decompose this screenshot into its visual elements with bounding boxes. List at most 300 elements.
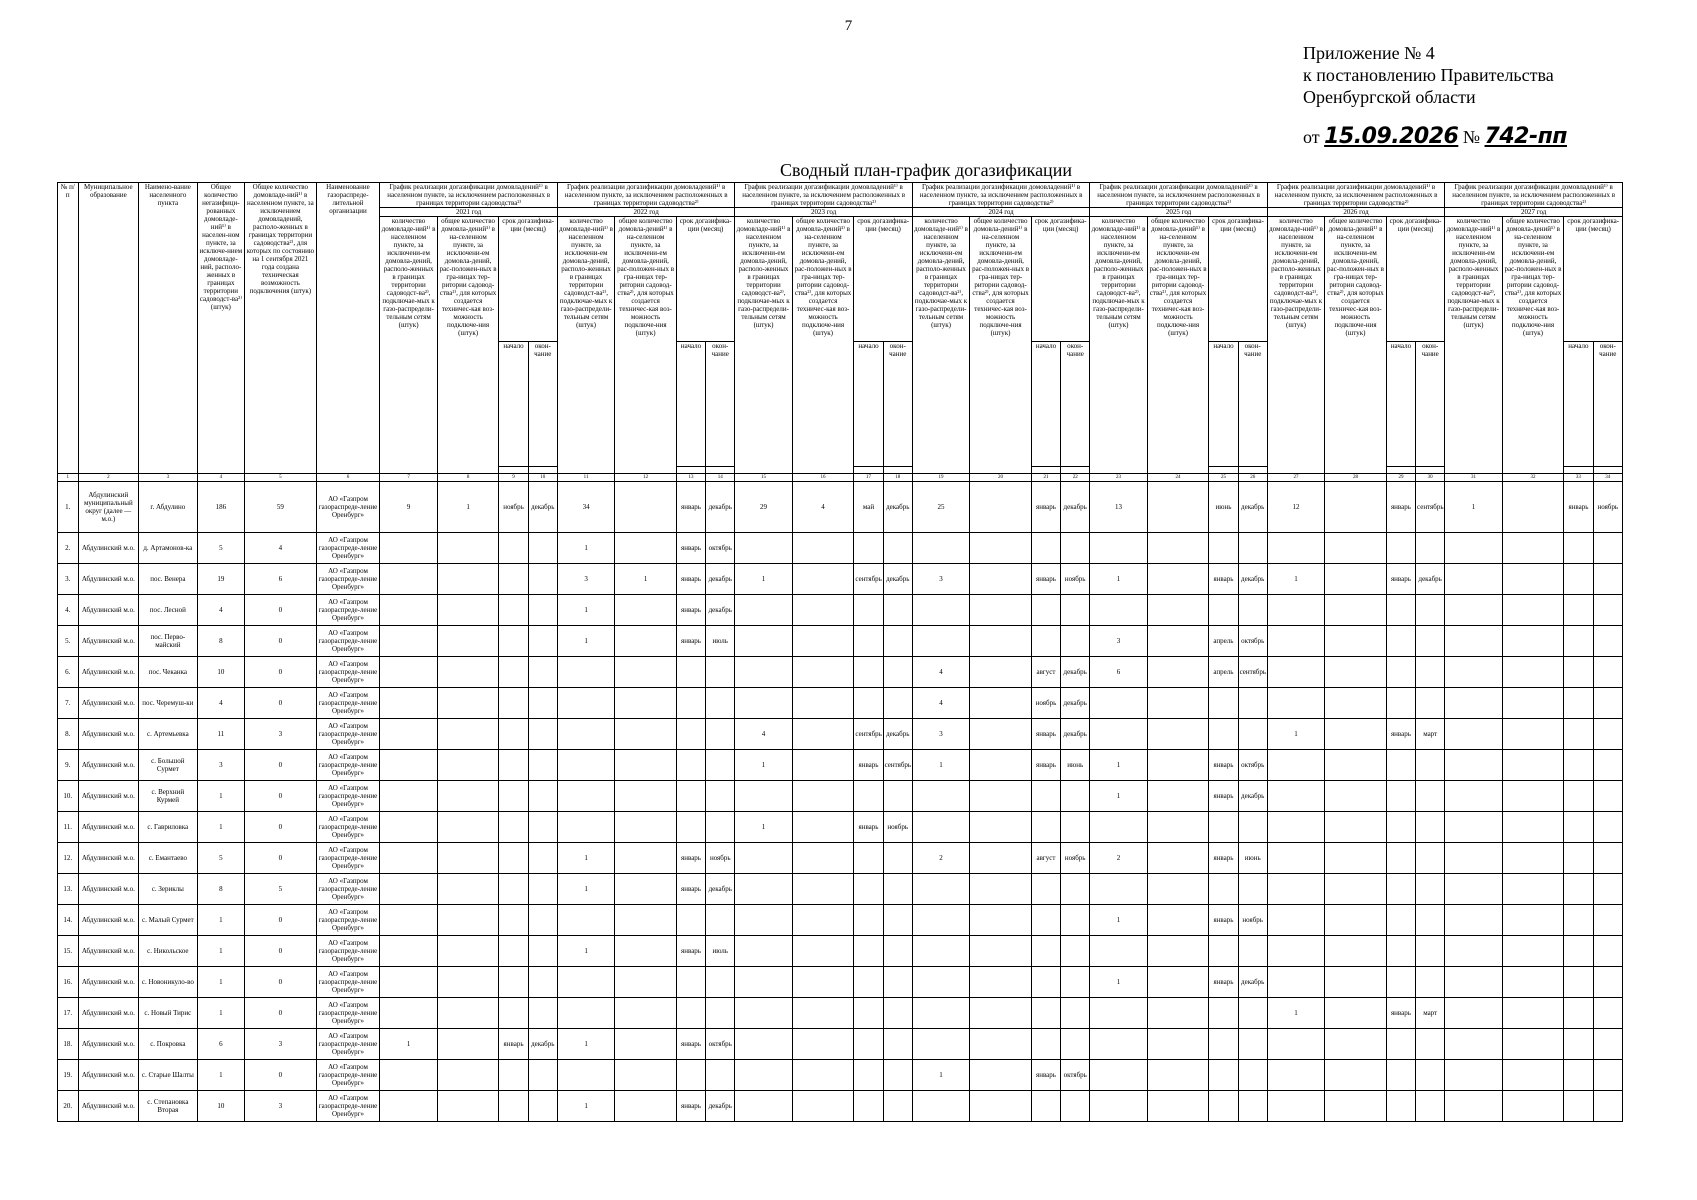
year-total [970,482,1032,533]
year-total [615,781,677,812]
households-with-capability: 0 [245,936,316,967]
year-total [437,657,499,688]
term-start: январь [1209,967,1238,998]
column-number: 18 [883,474,912,482]
header-year-2022: 2022 год [557,208,734,217]
year-total [792,843,854,874]
term-end: сентябрь [1238,657,1267,688]
term-end [1593,998,1622,1029]
year-count [380,1091,437,1122]
year-count [557,905,614,936]
table-row [58,998,1623,1029]
settlement-name: с. Новый Тирис [139,998,197,1029]
header-total-households: общее количество домовла-дений¹⁾ в на-селенном пункте, за исключени-ем домовла-дений, рас-положен-ных в гра-ницах тер-ритории садовод-ства²⁾, для которых создается техничес-кая воз-можность подключе-ния (штук) [1325,217,1387,474]
column-number: 1 [58,474,79,482]
term-start [1564,1060,1593,1091]
term-start [1564,967,1593,998]
table-row [58,781,1623,812]
term-end: декабрь [883,719,912,750]
term-start [499,781,528,812]
header-group-2024: График реализации догазификации домовладений¹⁾ в населенном пункте, за исключением расположенных в границах территории садоводства²⁾ [912,183,1089,208]
year-total [792,1060,854,1091]
municipality: Абдулинский м.о. [78,719,139,750]
term-start: январь [676,626,705,657]
table-row [58,1060,1623,1091]
year-total [1502,482,1564,533]
term-end [1416,750,1445,781]
term-end [1061,812,1090,843]
header-count-households: количество домовладе-ний¹⁾ в населенном пункте, за исключени-ем домовла-дений, располо-женных в границах территории садоводст-ва²⁾, подключае-мых к газо-распредели-тельным сетям (штук) [380,217,437,474]
term-start: август [1031,843,1060,874]
year-total [1147,533,1209,564]
term-start: январь [499,1029,528,1060]
settlement-name: с. Новоникуло-во [139,967,197,998]
term-end [1416,874,1445,905]
term-start: январь [1031,564,1060,595]
row-number: 2. [58,533,79,564]
year-count: 1 [912,1060,969,1091]
ungasified-households: 5 [197,843,245,874]
year-count [1445,719,1502,750]
year-count [1445,967,1502,998]
year-total [1147,1060,1209,1091]
settlement-name: пос. Лесной [139,595,197,626]
table-row [58,719,1623,750]
term-start [1031,874,1060,905]
households-with-capability: 0 [245,595,316,626]
column-number: 21 [1031,474,1060,482]
row-number: 17. [58,998,79,1029]
term-start [854,1091,883,1122]
year-total [1147,626,1209,657]
table-row [58,564,1623,595]
column-number: 14 [706,474,735,482]
year-count [380,533,437,564]
gas-distribution-organization: АО «Газпром газораспреде-ление Оренбург» [316,482,380,533]
document-title: Сводный план-график догазификации [780,160,1072,180]
term-end [1416,781,1445,812]
households-with-capability: 0 [245,688,316,719]
year-total [1325,533,1387,564]
term-end [1061,781,1090,812]
term-start: январь [1209,564,1238,595]
term-start [1564,688,1593,719]
term-end [1416,1091,1445,1122]
header-year-2026: 2026 год [1267,208,1444,217]
term-start [1386,595,1415,626]
ungasified-households: 186 [197,482,245,533]
term-start [676,905,705,936]
year-count [735,967,792,998]
year-total [1502,719,1564,750]
year-count: 1 [380,1029,437,1060]
households-with-capability: 0 [245,781,316,812]
column-number: 23 [1090,474,1147,482]
year-count: 1 [1090,781,1147,812]
header-spacer [1238,466,1267,473]
year-total [792,905,854,936]
term-end [883,533,912,564]
year-total [437,967,499,998]
column-number: 16 [792,474,854,482]
header-year-2027: 2027 год [1445,208,1623,217]
column-number: 7 [380,474,437,482]
year-total [1502,626,1564,657]
year-total [970,967,1032,998]
term-end: декабрь [706,874,735,905]
year-total [792,781,854,812]
year-count [380,998,437,1029]
term-end [1416,936,1445,967]
year-count [1267,1060,1324,1091]
year-total [615,812,677,843]
year-count [380,812,437,843]
term-end: декабрь [706,482,735,533]
term-end [1593,719,1622,750]
term-end: декабрь [1061,482,1090,533]
term-start: январь [676,843,705,874]
settlement-name: с. Степановка Вторая [139,1091,197,1122]
year-total [1147,998,1209,1029]
ungasified-households: 19 [197,564,245,595]
year-total [1502,564,1564,595]
year-total: 1 [437,482,499,533]
decree-number: 742-пп [1484,124,1567,149]
term-start: январь [676,482,705,533]
header-term-end: окон-чание [1593,341,1622,466]
column-number: 20 [970,474,1032,482]
term-start [854,626,883,657]
term-start [1209,874,1238,905]
term-start: сентябрь [854,719,883,750]
table-row [58,1091,1623,1122]
header-column-5: Общее количество домовладе-ний¹⁾ в населенном пункте, за исключением домовладений, располо-женных в границах территории садоводства²⁾, для которых по состоянию на 1 сентября 2021 года создана техническая возможность подключения (штук) [245,183,316,474]
term-start [676,812,705,843]
gas-distribution-organization: АО «Газпром газораспреде-ление Оренбург» [316,688,380,719]
term-start [1386,533,1415,564]
term-start [676,688,705,719]
year-count: 4 [735,719,792,750]
ungasified-households: 8 [197,874,245,905]
year-count: 1 [1090,564,1147,595]
year-total [1325,936,1387,967]
term-end [1593,905,1622,936]
term-end: ноябрь [883,812,912,843]
column-number: 32 [1502,474,1564,482]
term-end [1593,1060,1622,1091]
year-count [557,688,614,719]
year-total [1325,482,1387,533]
row-number: 18. [58,1029,79,1060]
year-count [557,657,614,688]
header-term-start: начало [1386,341,1415,466]
year-count [1445,936,1502,967]
term-end [528,843,557,874]
term-end: декабрь [528,482,557,533]
term-end [883,843,912,874]
row-number: 16. [58,967,79,998]
row-number: 9. [58,750,79,781]
year-total [792,688,854,719]
term-start: январь [1386,564,1415,595]
ungasified-households: 11 [197,719,245,750]
gas-distribution-organization: АО «Газпром газораспреде-ление Оренбург» [316,843,380,874]
term-end: июнь [1061,750,1090,781]
header-spacer [706,466,735,473]
year-total [615,482,677,533]
year-count [1445,1091,1502,1122]
term-end: декабрь [1238,564,1267,595]
year-count: 1 [557,595,614,626]
term-end [883,967,912,998]
header-group-2027: График реализации догазификации домовладений¹⁾ в населенном пункте, за исключением расположенных в границах территории садоводства²⁾ [1445,183,1623,208]
term-start [1386,688,1415,719]
table-row [58,657,1623,688]
term-start: май [854,482,883,533]
column-number: 2 [78,474,139,482]
year-count [912,936,969,967]
municipality: Абдулинский м.о. [78,967,139,998]
year-total [1325,998,1387,1029]
year-total [1325,595,1387,626]
year-total [792,874,854,905]
year-count: 1 [912,750,969,781]
term-end [1416,657,1445,688]
households-with-capability: 0 [245,967,316,998]
year-total [970,843,1032,874]
term-start: январь [1386,482,1415,533]
term-start [1564,874,1593,905]
year-total [1325,1029,1387,1060]
table-row [58,936,1623,967]
year-total [437,1029,499,1060]
term-start [1386,874,1415,905]
table-row [58,905,1623,936]
row-number: 13. [58,874,79,905]
municipality: Абдулинский м.о. [78,564,139,595]
year-count [380,688,437,719]
year-total [1325,719,1387,750]
term-end: март [1416,719,1445,750]
term-start [676,998,705,1029]
term-end: декабрь [883,482,912,533]
header-term-months: срок догазифика-ции (месяц) [1209,217,1267,342]
term-end [706,905,735,936]
column-number: 24 [1147,474,1209,482]
column-number: 5 [245,474,316,482]
year-total [437,564,499,595]
year-total [437,688,499,719]
term-end [883,998,912,1029]
term-start [1209,1060,1238,1091]
term-start: август [1031,657,1060,688]
settlement-name: с. Верхний Курмей [139,781,197,812]
year-count [735,1060,792,1091]
year-count [735,998,792,1029]
term-start [676,657,705,688]
header-spacer [499,466,528,473]
header-total-households: общее количество домовла-дений¹⁾ в на-селенном пункте, за исключени-ем домовла-дений, рас-положен-ных в гра-ницах тер-ритории садовод-ства²⁾, для которых создается техничес-кая воз-можность подключе-ния (штук) [970,217,1032,474]
header-spacer [1209,466,1238,473]
term-start [676,750,705,781]
term-end: сентябрь [883,750,912,781]
term-start: сентябрь [854,564,883,595]
term-start [1386,657,1415,688]
term-start [676,719,705,750]
term-start: июнь [1209,482,1238,533]
year-total [615,688,677,719]
year-total [437,595,499,626]
term-end [883,874,912,905]
year-count: 1 [1267,719,1324,750]
municipality: Абдулинский м.о. [78,595,139,626]
year-count: 4 [912,688,969,719]
term-end [1061,595,1090,626]
year-count [1267,1029,1324,1060]
year-total [792,967,854,998]
term-end [1416,1029,1445,1060]
year-total [1147,843,1209,874]
year-total [1147,936,1209,967]
gas-distribution-organization: АО «Газпром газораспреде-ление Оренбург» [316,936,380,967]
municipality: Абдулинский м.о. [78,812,139,843]
row-number: 6. [58,657,79,688]
term-start: январь [676,533,705,564]
households-with-capability: 4 [245,533,316,564]
year-total [615,967,677,998]
term-end [1593,533,1622,564]
year-total [970,1029,1032,1060]
term-end [1593,781,1622,812]
ungasified-households: 1 [197,967,245,998]
households-with-capability: 3 [245,1029,316,1060]
year-total [1502,874,1564,905]
column-number: 28 [1325,474,1387,482]
term-start [499,533,528,564]
term-end [1061,533,1090,564]
settlement-name: с. Гавриловка [139,812,197,843]
year-count [380,564,437,595]
year-count [557,967,614,998]
header-term-start: начало [676,341,705,466]
term-start [854,1060,883,1091]
term-start [1386,905,1415,936]
year-total [792,626,854,657]
term-start [499,936,528,967]
row-number: 7. [58,688,79,719]
term-start [499,564,528,595]
term-end: июль [706,626,735,657]
term-start [1031,967,1060,998]
year-count [1445,998,1502,1029]
year-total [1325,843,1387,874]
gas-distribution-organization: АО «Газпром газораспреде-ление Оренбург» [316,533,380,564]
term-end [528,657,557,688]
column-number: 13 [676,474,705,482]
year-count: 12 [1267,482,1324,533]
term-end [706,812,735,843]
header-term-months: срок догазифика-ции (месяц) [1386,217,1444,342]
term-end [706,1060,735,1091]
year-count: 4 [912,657,969,688]
term-start [1031,626,1060,657]
row-number: 15. [58,936,79,967]
term-end [528,719,557,750]
term-end [1593,936,1622,967]
header-term-end: окон-чание [1416,341,1445,466]
term-start [854,905,883,936]
term-start: январь [676,1029,705,1060]
appendix-line-2: к постановлению Правительства [1303,65,1554,85]
settlement-name: с. Покровка [139,1029,197,1060]
year-total [792,750,854,781]
term-end [528,564,557,595]
term-end [1593,812,1622,843]
header-spacer [1386,466,1415,473]
term-end [528,905,557,936]
year-count [557,781,614,812]
term-end: ноябрь [1238,905,1267,936]
header-year-2024: 2024 год [912,208,1089,217]
term-start [499,998,528,1029]
table-row [58,843,1623,874]
table-row [58,626,1623,657]
term-end: декабрь [1061,719,1090,750]
term-end [1593,874,1622,905]
term-end [1238,1029,1267,1060]
year-total [1147,812,1209,843]
term-end [528,1091,557,1122]
column-number: 27 [1267,474,1324,482]
term-start [1386,936,1415,967]
term-start [1386,812,1415,843]
households-with-capability: 0 [245,657,316,688]
year-count [1445,874,1502,905]
year-total [1502,998,1564,1029]
term-end [528,781,557,812]
year-total [792,998,854,1029]
year-count: 29 [735,482,792,533]
year-count [557,750,614,781]
term-end: ноябрь [1593,482,1622,533]
year-total [792,1029,854,1060]
year-total [970,905,1032,936]
term-start: январь [676,874,705,905]
year-count: 6 [1090,657,1147,688]
year-total [1502,688,1564,719]
term-start: январь [1209,750,1238,781]
municipality: Абдулинский м.о. [78,1060,139,1091]
year-total [1502,781,1564,812]
year-count [1267,781,1324,812]
header-total-households: общее количество домовла-дений¹⁾ в на-селенном пункте, за исключени-ем домовла-дений, рас-положен-ных в гра-ницах тер-ритории садовод-ства²⁾, для которых создается техничес-кая воз-можность подключе-ния (штук) [615,217,677,474]
year-count [1445,564,1502,595]
header-column-3: Наимено-вание населенного пункта [139,183,197,474]
term-start [1209,812,1238,843]
year-count [380,750,437,781]
decree-signature-line [1303,126,1567,148]
term-start [854,533,883,564]
appendix-block [1303,42,1567,148]
year-count [1090,998,1147,1029]
term-end [1238,874,1267,905]
page-number: 7 [844,18,853,34]
year-total [1325,1091,1387,1122]
term-start [1386,1060,1415,1091]
column-number: 17 [854,474,883,482]
ungasified-households: 1 [197,936,245,967]
year-count [1090,719,1147,750]
